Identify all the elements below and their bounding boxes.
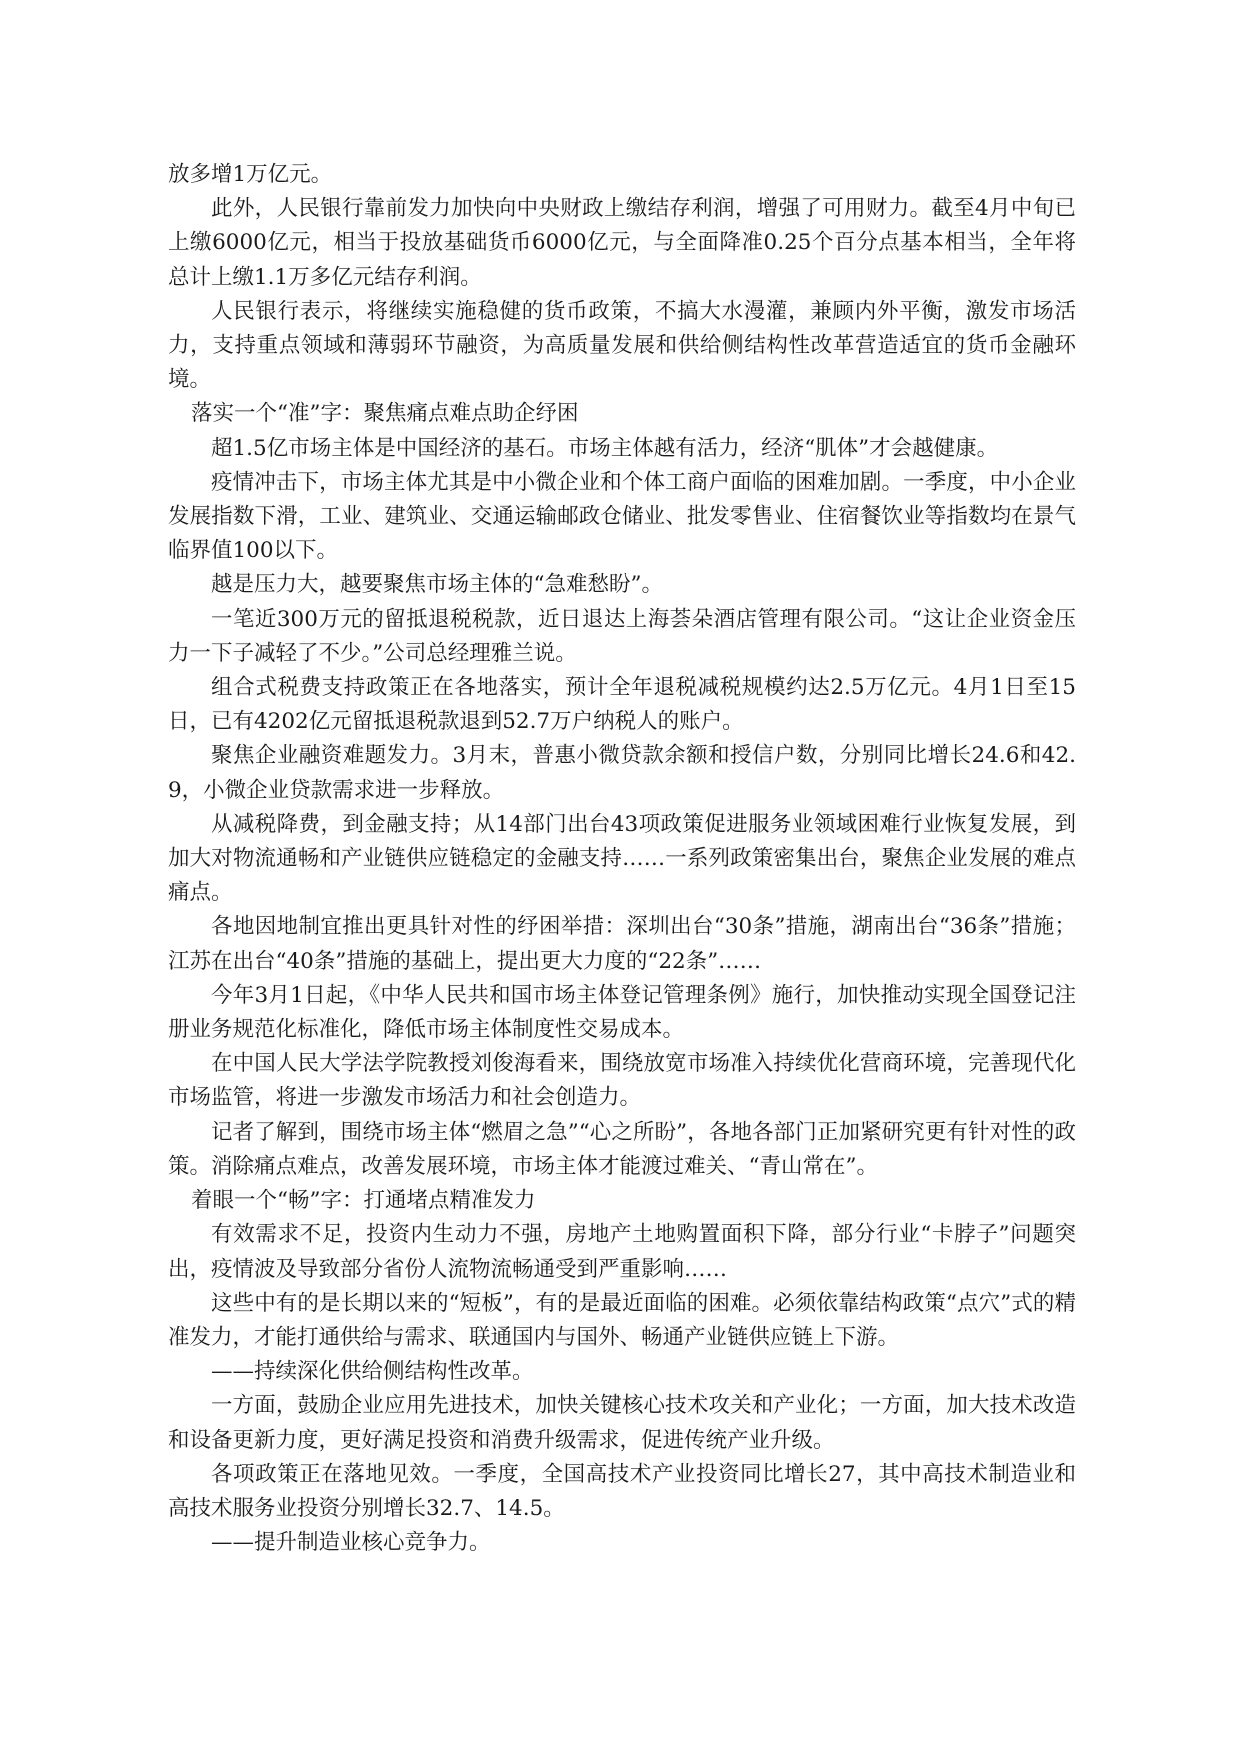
paragraph: 从减税降费，到金融支持；从14部门出台43项政策促进服务业领域困难行业恢复发展，到加大对物流通畅和产业链供应链稳定的金融支持……一系列政策密集出台，聚焦企业发展的难点痛点。 <box>168 811 1076 906</box>
paragraph: 放多增1万亿元。 <box>168 162 333 187</box>
document-page <box>168 158 1076 1560</box>
paragraph: 一方面，鼓励企业应用先进技术，加快关键核心技术攻关和产业化；一方面，加大技术改造和设备更新力度，更好满足投资和消费升级需求，促进传统产业升级。 <box>168 1393 1076 1453</box>
paragraph: 组合式税费支持政策正在各地落实，预计全年退税减税规模约达2.5万亿元。4月1日至15日，已有4202亿元留抵退税款退到52.7万户纳税人的账户。 <box>168 675 1076 735</box>
paragraph: 有效需求不足，投资内生动力不强，房地产土地购置面积下降，部分行业“卡脖子”问题突出，疫情波及导致部分省份人流物流畅通受到严重影响…… <box>168 1222 1076 1282</box>
paragraph: 记者了解到，围绕市场主体“燃眉之急”“心之所盼”，各地各部门正加紧研究更有针对性的政策。消除痛点难点，改善发展环境，市场主体才能渡过难关、“青山常在”。 <box>168 1119 1076 1179</box>
paragraph: 一笔近300万元的留抵退税税款，近日退达上海荟朵酒店管理有限公司。“这让企业资金压力一下子减轻了不少。”公司总经理雅兰说。 <box>168 606 1076 666</box>
section-heading: 落实一个“准”字：聚焦痛点难点助企纾困 <box>191 401 579 427</box>
paragraph: 此外，人民银行靠前发力加快向中央财政上缴结存利润，增强了可用财力。截至4月中旬已上缴6000亿元，相当于投放基础货币6000亿元，与全面降准0.25个百分点基本相当，全年将总计上缴1.1万多亿元结存利润。 <box>168 196 1076 290</box>
paragraph: ——提升制造业核心竞争力。 <box>211 1530 491 1556</box>
paragraph: 今年3月1日起，《中华人民共和国市场主体登记管理条例》施行，加快推动实现全国登记注册业务规范化标准化，降低市场主体制度性交易成本。 <box>168 982 1076 1043</box>
paragraph: 超1.5亿市场主体是中国经济的基石。市场主体越有活力，经济“肌体”才会越健康。 <box>211 435 999 461</box>
paragraph: 在中国人民大学法学院教授刘俊海看来，围绕放宽市场准入持续优化营商环境，完善现代化市场监管，将进一步激发市场活力和社会创造力。 <box>168 1051 1076 1111</box>
paragraph: 这些中有的是长期以来的“短板”，有的是最近面临的困难。必须依靠结构政策“点穴”式的精准发力，才能打通供给与需求、联通国内与国外、畅通产业链供应链上下游。 <box>168 1290 1076 1350</box>
paragraph: 各地因地制宜推出更具针对性的纾困举措：深圳出台“30条”措施，湖南出台“36条”措施；江苏在出台“40条”措施的基础上，提出更大力度的“22条”…… <box>168 914 1076 974</box>
paragraph: ——持续深化供给侧结构性改革。 <box>211 1359 534 1385</box>
paragraph: 疫情冲击下，市场主体尤其是中小微企业和个体工商户面临的困难加剧。一季度，中小企业发展指数下滑，工业、建筑业、交通运输邮政仓储业、批发零售业、住宿餐饮业等指数均在景气临界值100以下。 <box>168 469 1076 564</box>
paragraph: 各项政策正在落地见效。一季度，全国高技术产业投资同比增长27，其中高技术制造业和高技术服务业投资分别增长32.7、14.5。 <box>168 1461 1076 1521</box>
section-heading: 着眼一个“畅”字：打通堵点精准发力 <box>191 1188 536 1214</box>
paragraph: 越是压力大，越要聚焦市场主体的“急难愁盼”。 <box>211 572 663 598</box>
paragraph: 人民银行表示，将继续实施稳健的货币政策，不搞大水漫灌，兼顾内外平衡，激发市场活力，支持重点领域和薄弱环节融资，为高质量发展和供给侧结构性改革营造适宜的货币金融环境。 <box>168 298 1076 393</box>
paragraph: 聚焦企业融资难题发力。3月末，普惠小微贷款余额和授信户数，分别同比增长24.6和42.9，小微企业贷款需求进一步释放。 <box>168 743 1076 803</box>
